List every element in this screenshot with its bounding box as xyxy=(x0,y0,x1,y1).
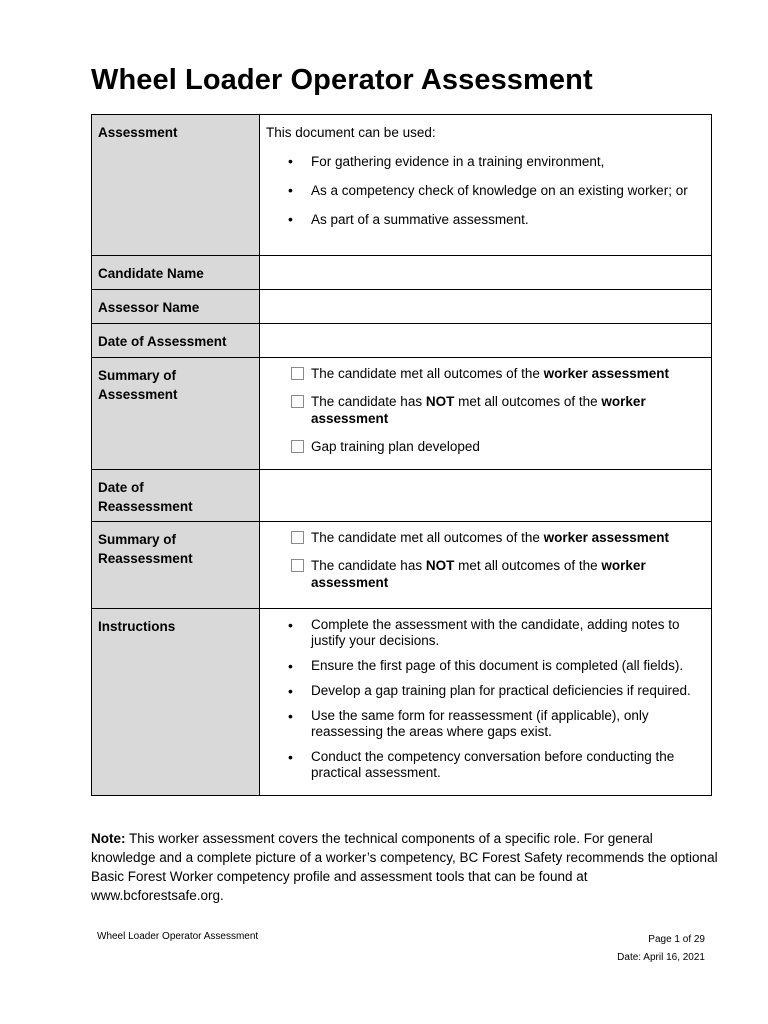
option-text: The candidate met all outcomes of the xyxy=(311,530,544,545)
list-item: • As part of a summative assessment. xyxy=(266,211,705,228)
row-date-of-reassessment xyxy=(92,470,712,522)
date-of-reassessment-field[interactable] xyxy=(260,470,712,522)
footer-page-info xyxy=(617,931,705,967)
option-bold-not: NOT xyxy=(425,394,455,409)
checkbox[interactable] xyxy=(291,531,304,544)
option-bold-text: worker assessment xyxy=(543,366,669,381)
checkbox-option-not-met[interactable] xyxy=(266,393,705,427)
note-label: Note: xyxy=(91,831,126,846)
footer-date: Date: April 16, 2021 xyxy=(617,952,705,963)
checkbox[interactable] xyxy=(291,367,304,380)
checkbox-option-met-all[interactable] xyxy=(266,365,705,382)
checkbox-option-not-met[interactable] xyxy=(266,557,705,591)
note-text: This worker assessment covers the technical components of a specific role. For general knowledge and a complete picture of a worker’s competency, BC Forest Safety recommends the optional Basic Forest Worker competency profile and assessment tools that can be found at www.bcforestsafe.org. xyxy=(91,831,718,903)
option-bold-not: NOT xyxy=(425,558,455,573)
row-assessor-name xyxy=(92,290,712,324)
label-date-of-assessment: Date of Assessment xyxy=(92,324,260,358)
footer-page-number: Page 1 of 29 xyxy=(648,934,705,945)
value-summary-of-assessment xyxy=(260,358,712,470)
footer-document-title: Wheel Loader Operator Assessment xyxy=(97,931,259,942)
value-instructions xyxy=(260,609,712,796)
assessment-intro: This document can be used: xyxy=(266,125,436,140)
assessment-bullet-list xyxy=(266,153,705,228)
checkbox-option-met-all[interactable] xyxy=(266,529,705,546)
list-item: • For gathering evidence in a training environment, xyxy=(266,153,705,170)
row-assessment xyxy=(92,115,712,256)
option-text: met all outcomes of the xyxy=(454,558,602,573)
option-bold-text: worker assessment xyxy=(543,530,669,545)
value-summary-of-reassessment xyxy=(260,522,712,609)
label-date-of-reassessment xyxy=(92,470,260,522)
value-assessment xyxy=(260,115,712,256)
option-text: The candidate has xyxy=(311,394,426,409)
assessor-name-field[interactable] xyxy=(260,290,712,324)
list-item: • As a competency check of knowledge on an existing worker; or xyxy=(266,182,705,199)
row-candidate-name xyxy=(92,256,712,290)
checkbox[interactable] xyxy=(291,559,304,572)
option-bold-text: worker assessment xyxy=(311,394,646,426)
note-paragraph xyxy=(91,829,721,905)
label-summary-of-reassessment xyxy=(92,522,260,609)
candidate-name-field[interactable] xyxy=(260,256,712,290)
list-item: • Ensure the first page of this document is completed (all fields). xyxy=(266,658,705,674)
option-bold-text: worker assessment xyxy=(311,558,646,590)
assessment-form-table xyxy=(91,114,712,796)
option-text: Gap training plan developed xyxy=(311,439,480,454)
date-of-assessment-field[interactable] xyxy=(260,324,712,358)
checkbox[interactable] xyxy=(291,440,304,453)
instructions-bullet-list xyxy=(266,617,705,781)
checkbox-option-gap-plan[interactable] xyxy=(266,438,705,455)
row-summary-of-reassessment xyxy=(92,522,712,609)
list-item: • Conduct the competency conversation before conducting the practical assessment. xyxy=(266,749,705,781)
label-instructions: Instructions xyxy=(92,609,260,796)
list-item: • Develop a gap training plan for practical deficiencies if required. xyxy=(266,683,705,699)
label-candidate-name: Candidate Name xyxy=(92,256,260,290)
option-text: The candidate has xyxy=(311,558,426,573)
option-text: The candidate met all outcomes of the xyxy=(311,366,544,381)
list-item: • Use the same form for reassessment (if applicable), only reassessing the areas where gaps exist. xyxy=(266,708,705,740)
label-summary-of-assessment xyxy=(92,358,260,470)
label-line: Summary of xyxy=(98,532,177,547)
list-item: • Complete the assessment with the candidate, adding notes to justify your decisions. xyxy=(266,617,705,649)
label-line: Reassessment xyxy=(98,551,193,566)
label-assessor-name: Assessor Name xyxy=(92,290,260,324)
label-line: Assessment xyxy=(98,387,178,402)
label-line: Date of xyxy=(98,480,144,495)
row-date-of-assessment xyxy=(92,324,712,358)
checkbox[interactable] xyxy=(291,395,304,408)
label-line: Reassessment xyxy=(98,499,193,514)
label-line: Summary of xyxy=(98,368,177,383)
page-title: Wheel Loader Operator Assessment xyxy=(91,64,593,96)
row-summary-of-assessment xyxy=(92,358,712,470)
option-text: met all outcomes of the xyxy=(454,394,602,409)
row-instructions xyxy=(92,609,712,796)
label-assessment: Assessment xyxy=(92,115,260,256)
